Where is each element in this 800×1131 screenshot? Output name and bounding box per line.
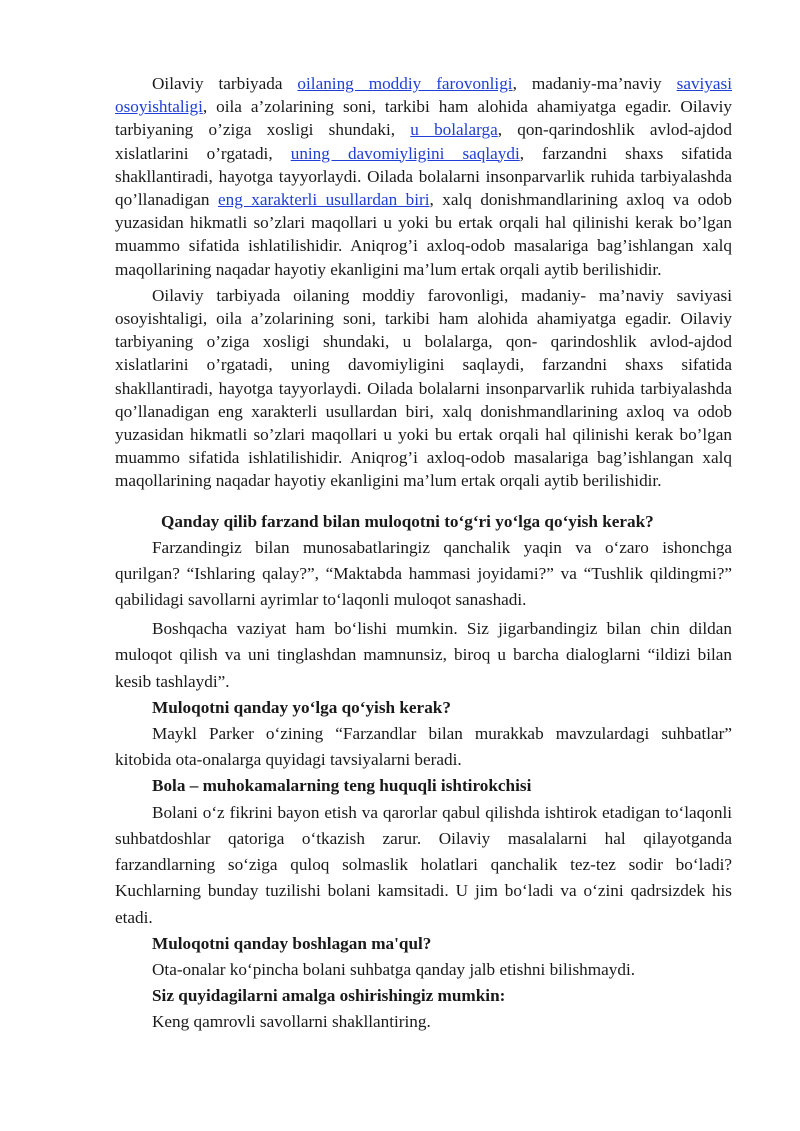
paragraph-7: Ota-onalar ko‘pincha bolani suhbatga qanday jalb etishni bilishmaydi. [152, 959, 636, 979]
paragraph-5: Maykl Parker o‘zining “Farzandlar bilan murakkab mavzulardagi suhbatlar” kitobida ota-onalarga quyidagi tavsiyalarni beradi. [115, 724, 732, 770]
link-saviyasi-osoyishtaligi[interactable]: saviyasi osoyishtaligi [115, 74, 732, 117]
paragraph-1-text-5: , farzandni shaxs sifatida shakllantiradi, hayotga tayyorlaydi. Oilada bolalarni insonparvarlik ruhida tarbiyalashda qo’llanadigan [115, 143, 732, 210]
subheading-boshlagan-maqul: Muloqotni qanday boshlagan ma'qul? [152, 933, 432, 953]
subheading-muloqot-yolga: Muloqotni qanday yo‘lga qo‘yish kerak? [152, 697, 451, 717]
section-heading-main: Qanday qilib farzand bilan muloqotni to‘g‘ri yo‘lga qo‘yish kerak? [161, 511, 654, 531]
paragraph-1 [115, 72, 732, 281]
paragraph-6: Bolani o‘z fikrini bayon etish va qarorlar qabul qilishda ishtirok etadigan to‘laqonli suhbatdoshlar qatoriga o‘tkazish zarur. Oilaviy masalalarni hal qilayotganda farzandlarning so‘ziga quloq solmaslik holatlari qanchalik tez-tez sodir bo‘ladi? Kuchlarning bunday tuzilishi bolani kamsitadi. U jim bo‘ladi va o‘zini qadrsizdek his etadi. [115, 802, 732, 927]
paragraph-1-text-1: Oilaviy tarbiyada [152, 74, 298, 93]
link-davomiyligini-saqlaydi[interactable]: uning davomiyligini saqlaydi [290, 143, 520, 163]
paragraph-1-text-4: , qon-qarindoshlik avlod-ajdod xislatlarini o’rgatadi, [115, 120, 732, 163]
paragraph-1-text-2: , madaniy-ma’naviy [512, 74, 677, 93]
link-moddiy-farovonligi[interactable]: oilaning moddiy farovonligi [297, 74, 513, 93]
paragraph-3: Farzandingiz bilan munosabatlaringiz qanchalik yaqin va o‘zaro ishonchga qurilgan? “Ishlaring qalay?”, “Maktabda hammasi joyidami?” va “Tushlik qildingmi?” qabilidagi savollarni ayrimlar to‘laqonli muloqot sanashadi. [115, 537, 732, 610]
paragraph-1-text-3: , oila a’zolarining soni, tarkibi ham alohida ahamiyatga egadir. Oilaviy tarbiyaning o’ziga xosligi shundaki, [115, 97, 732, 140]
paragraph-8: Keng qamrovli savollarni shakllantiring. [152, 1012, 431, 1032]
paragraph-1-text-6: , xalq donishmandlarining axloq va odob yuzasidan hikmatli so’zlari maqollari u yoki bu ertak orqali hal qilinishi kerak bo’lgan muammo sifatida ishlatilishidir. Aniqrog’i axloq-odob masalariga bag’ishlangan xalq maqollarining naqadar hayotiy ekanligini ma’lum ertak orqali aytib berilishidir. [115, 190, 732, 279]
link-xarakterli-usullardan[interactable]: eng xarakterli usullardan biri [217, 190, 430, 210]
subheading-amalga-oshirish: Siz quyidagilarni amalga oshirishingiz mumkin: [152, 986, 506, 1006]
link-u-bolalarga[interactable]: u bolalarga [410, 120, 498, 140]
subheading-teng-huquqli: Bola – muhokamalarning teng huquqli ishtirokchisi [152, 776, 532, 796]
paragraph-2: Oilaviy tarbiyada oilaning moddiy farovonligi, madaniy- ma’naviy saviyasi osoyishtaligi, oila a’zolarining soni, tarkibi ham alohida ahamiyatga egadir. Oilaviy tarbiyaning o’ziga xosligi shundaki, u bolalarga, qon- qarindoshlik avlod-ajdod xislatlarini o’rgatadi, uning davomiyligini saqlaydi, farzandni shaxs sifatida shakllantiradi, hayotga tayyorlaydi. Oilada bolalarni insonparvarlik ruhida tarbiyalashda qo’llanadigan eng xarakterli usullardan biri, xalq donishmandlarining axloq va odob yuzasidan hikmatli so’zlari maqollari u yoki bu ertak orqali hal qilinishi kerak bo’lgan muammo sifatida ishlatilishidir. Aniqrog’i axloq-odob masalariga bag’ishlangan xalq maqollarining naqadar hayotiy ekanligini ma’lum ertak orqali aytib berilishidir. [115, 285, 732, 491]
paragraph-4: Boshqacha vaziyat ham bo‘lishi mumkin. Siz jigarbandingiz bilan chin dildan muloqot qilish va uni tinglashdan mamnunsiz, biroq u barcha dialoglarni “ildizi bilan kesib tashlaydi”. [115, 619, 732, 691]
